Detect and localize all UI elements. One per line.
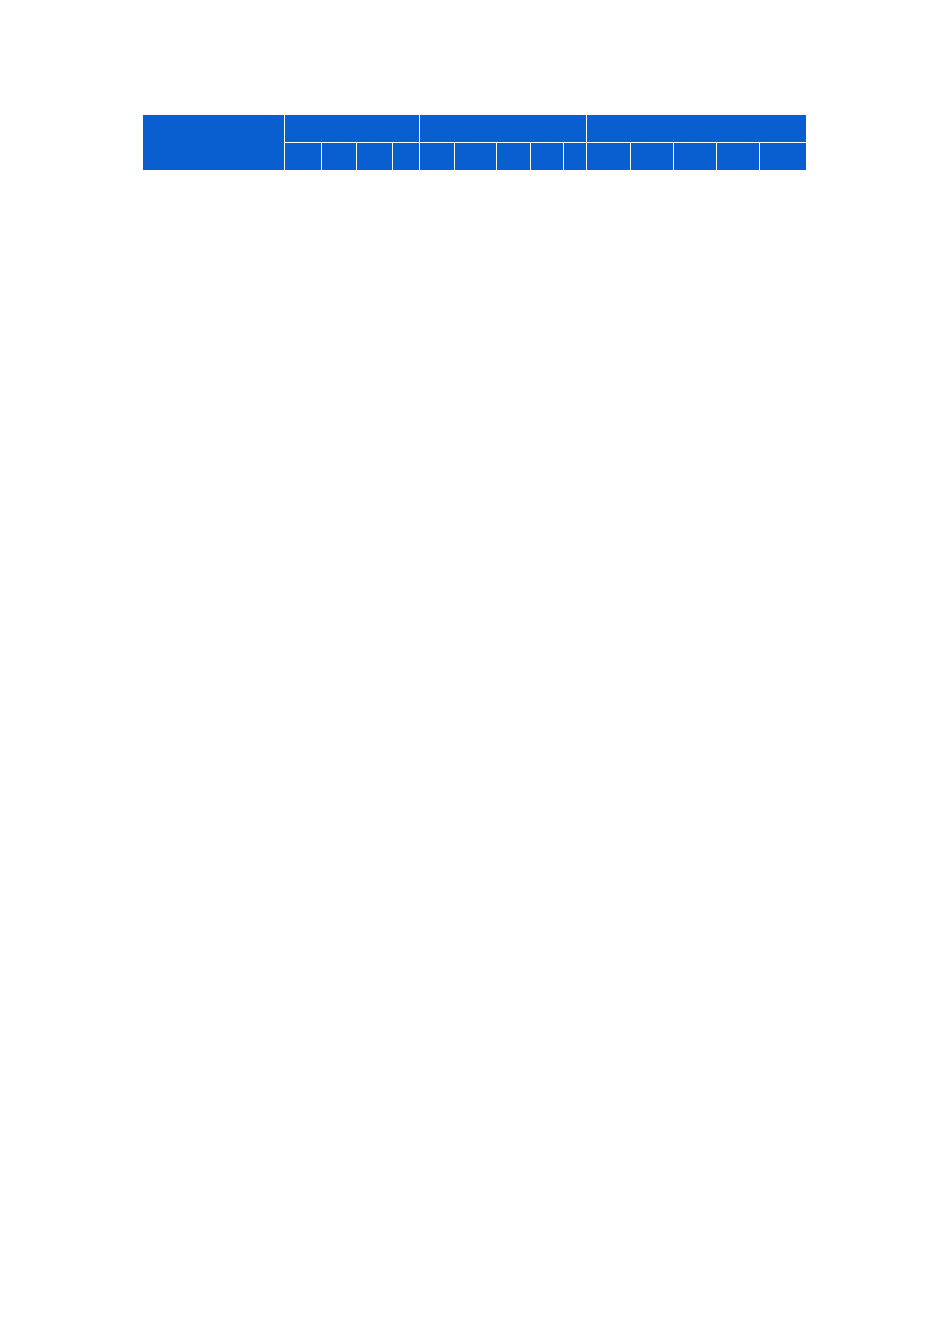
col-header-E <box>357 143 393 171</box>
col-header-D <box>674 143 717 171</box>
col-header-4-d0 <box>587 143 631 171</box>
col-header-D1 <box>717 143 760 171</box>
col-header-h <box>455 143 497 171</box>
table-header <box>143 115 807 171</box>
col-header-H <box>322 143 357 171</box>
col-header-B <box>531 143 564 171</box>
col-header-F <box>393 143 420 171</box>
col-header-L1 <box>497 143 531 171</box>
col-header-I <box>564 143 587 171</box>
flange-header <box>587 115 807 143</box>
dimension-table <box>142 114 807 171</box>
col-header-DN <box>631 143 674 171</box>
col-header-L <box>285 143 322 171</box>
col-header-n-d <box>760 143 807 171</box>
col-header-a <box>420 143 455 171</box>
header-row-groups <box>143 115 807 143</box>
model-column-header <box>143 115 285 171</box>
install-size-header <box>420 115 587 143</box>
outer-size-header <box>285 115 420 143</box>
